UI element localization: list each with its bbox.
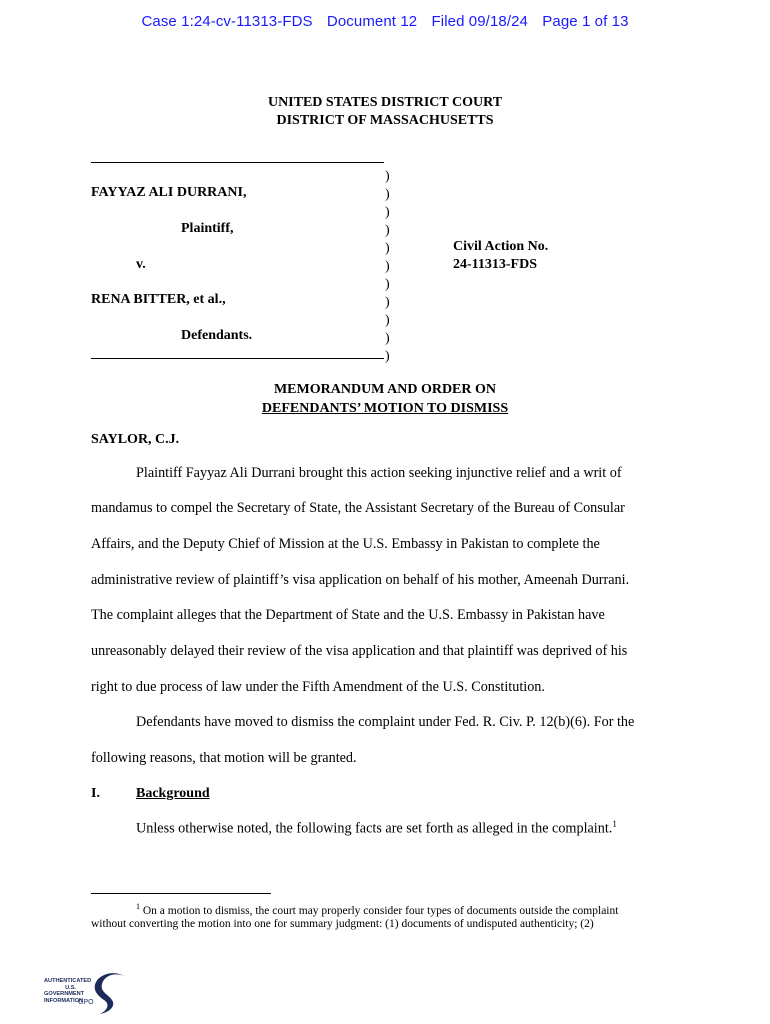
footnote-line-2: without converting the motion into one for summary judgment: (1) documents of undisputed authenticity; (2) [91,918,594,930]
defendant-name: RENA BITTER, et al., [91,292,226,307]
case-header-stamp [0,13,770,30]
memo-title-line2: DEFENDANTS’ MOTION TO DISMISS [261,401,509,416]
paragraph-line: administrative review of plaintiff’s visa application on behalf of his mother, Ameenah Durrani. [91,572,630,588]
paragraph-line: Affairs, and the Deputy Chief of Mission at the U.S. Embassy in Pakistan to complete the [91,536,600,552]
footnote-reference: 1 [612,819,617,829]
court-district: DISTRICT OF MASSACHUSETTS [276,113,494,128]
footnote-marker: 1 [136,902,140,911]
page-indicator: Page 1 of 13 [542,13,629,30]
paragraph-line: right to due process of law under the Fifth Amendment of the U.S. Constitution. [91,679,545,695]
section-number: I. [91,786,100,801]
civil-action-label: Civil Action No. [453,239,549,254]
document-number: Document 12 [326,13,418,30]
caption-bottom-rule [91,358,384,359]
plaintiff-name: FAYYAZ ALI DURRANI, [91,185,247,200]
paragraph-line: mandamus to compel the Secretary of State, the Assistant Secretary of the Bureau of Consular [91,500,625,516]
paragraph-3-text: Unless otherwise noted, the following facts are set forth as alleged in the complaint. [136,820,613,837]
paragraph-line: unreasonably delayed their review of the visa application and that plaintiff was deprived of his [91,643,628,659]
gpo-mark: GPO [78,999,94,1006]
memo-title-line1: MEMORANDUM AND ORDER ON [273,382,497,397]
civil-action-number: 24-11313-FDS [453,257,537,272]
gpo-logo-text: AUTHENTICATED U.S. GOVERNMENT INFORMATION [44,978,92,1004]
paragraph-line: following reasons, that motion will be granted. [91,750,357,766]
paragraph-line: Plaintiff Fayyaz Ali Durrani brought this action seeking injunctive relief and a writ of [136,465,622,481]
caption-top-rule [91,162,384,163]
paragraph-line: Defendants have moved to dismiss the complaint under Fed. R. Civ. P. 12(b)(6). For the [136,714,635,730]
section-title: Background [136,786,210,801]
filed-date: Filed 09/18/24 [431,13,528,30]
paragraph-line: The complaint alleges that the Department of State and the U.S. Embassy in Pakistan have [91,607,605,623]
footnote-line-1: $^1$ On a motion to dismiss, the court may properly consider four types of documents outside the complaint [136,902,619,917]
caption-parentheses: ) ) ) ) ) ) ) ) ) ) ) [385,169,390,364]
memo-title [0,380,770,418]
footnote-separator [91,893,271,894]
gpo-authentication-logo [44,970,134,1016]
court-heading [0,94,770,130]
eagle-icon [74,970,128,1016]
versus: v. [136,257,146,272]
paragraph-3 [136,819,617,838]
plaintiff-role: Plaintiff, [181,221,234,236]
case-number: Case 1:24-cv-11313-FDS [141,13,313,30]
judge-name: SAYLOR, C.J. [91,432,180,447]
defendant-role: Defendants. [181,328,253,343]
court-name: UNITED STATES DISTRICT COURT [267,95,503,110]
